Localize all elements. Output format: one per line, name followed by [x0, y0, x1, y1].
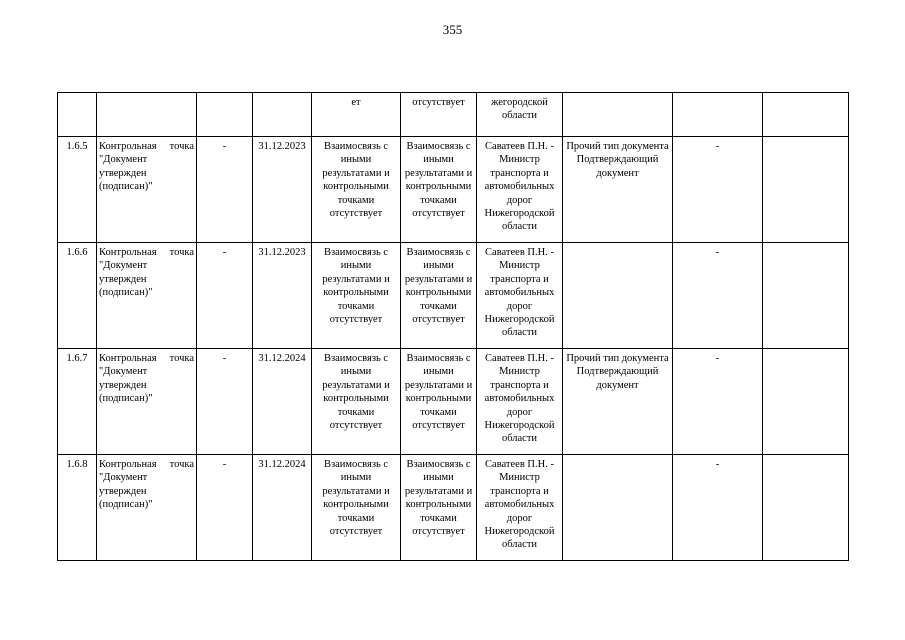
- dash-cell: -: [673, 349, 763, 455]
- cell-empty: [58, 93, 97, 137]
- control-point-name-cell: Контрольная точка "Документ утвержден (подписан)": [97, 455, 197, 561]
- cell-empty: [763, 137, 849, 243]
- date-cell: 31.12.2023: [253, 137, 312, 243]
- relation-1-cell: Взаимосвязь с иными результатами и контрольными точками отсутствует: [312, 455, 401, 561]
- relation-2-cell: Взаимосвязь с иными результатами и контрольными точками отсутствует: [401, 455, 477, 561]
- dash-cell: -: [673, 455, 763, 561]
- date-cell: 31.12.2024: [253, 349, 312, 455]
- document-type-cell: [563, 243, 673, 349]
- relation-2-cell: отсутствует: [401, 93, 477, 137]
- dash-cell: -: [673, 243, 763, 349]
- cell-empty: [673, 93, 763, 137]
- dash-cell: -: [673, 137, 763, 243]
- relation-2-cell: Взаимосвязь с иными результатами и контрольными точками отсутствует: [401, 137, 477, 243]
- cell-empty: [763, 93, 849, 137]
- relation-1-cell: ет: [312, 93, 401, 137]
- continuation-row: [58, 93, 849, 137]
- control-point-name-cell: Контрольная точка "Документ утвержден (подписан)": [97, 243, 197, 349]
- cell-empty: [763, 243, 849, 349]
- row-number-cell: 1.6.5: [58, 137, 97, 243]
- control-point-name-cell: Контрольная точка "Документ утвержден (подписан)": [97, 349, 197, 455]
- cell-empty: [97, 93, 197, 137]
- page-number: 355: [442, 22, 463, 37]
- date-cell: 31.12.2023: [253, 243, 312, 349]
- cell-empty: [253, 93, 312, 137]
- dash-cell: -: [197, 349, 253, 455]
- relation-1-cell: Взаимосвязь с иными результатами и контрольными точками отсутствует: [312, 349, 401, 455]
- cell-empty: [763, 349, 849, 455]
- cell-empty: [763, 455, 849, 561]
- responsible-cell: Саватеев П.Н. - Министр транспорта и автомобильных дорог Нижегородской области: [477, 455, 563, 561]
- relation-1-cell: Взаимосвязь с иными результатами и контрольными точками отсутствует: [312, 137, 401, 243]
- relation-2-cell: Взаимосвязь с иными результатами и контрольными точками отсутствует: [401, 243, 477, 349]
- relation-2-cell: Взаимосвязь с иными результатами и контрольными точками отсутствует: [401, 349, 477, 455]
- control-points-table: [57, 92, 849, 561]
- responsible-cell: жегородской области: [477, 93, 563, 137]
- cell-empty: [197, 93, 253, 137]
- cell-empty: [563, 93, 673, 137]
- responsible-cell: Саватеев П.Н. - Министр транспорта и автомобильных дорог Нижегородской области: [477, 137, 563, 243]
- table-row: [58, 455, 849, 561]
- row-number-cell: 1.6.6: [58, 243, 97, 349]
- relation-1-cell: Взаимосвязь с иными результатами и контрольными точками отсутствует: [312, 243, 401, 349]
- table-row: [58, 243, 849, 349]
- document-type-cell: Прочий тип документа Подтверждающий документ: [563, 349, 673, 455]
- row-number-cell: 1.6.8: [58, 455, 97, 561]
- dash-cell: -: [197, 243, 253, 349]
- control-point-name-cell: Контрольная точка "Документ утвержден (подписан)": [97, 137, 197, 243]
- responsible-cell: Саватеев П.Н. - Министр транспорта и автомобильных дорог Нижегородской области: [477, 243, 563, 349]
- document-type-cell: [563, 455, 673, 561]
- dash-cell: -: [197, 137, 253, 243]
- document-type-cell: Прочий тип документа Подтверждающий документ: [563, 137, 673, 243]
- row-number-cell: 1.6.7: [58, 349, 97, 455]
- table-row: [58, 349, 849, 455]
- dash-cell: -: [197, 455, 253, 561]
- responsible-cell: Саватеев П.Н. - Министр транспорта и автомобильных дорог Нижегородской области: [477, 349, 563, 455]
- table-row: [58, 137, 849, 243]
- date-cell: 31.12.2024: [253, 455, 312, 561]
